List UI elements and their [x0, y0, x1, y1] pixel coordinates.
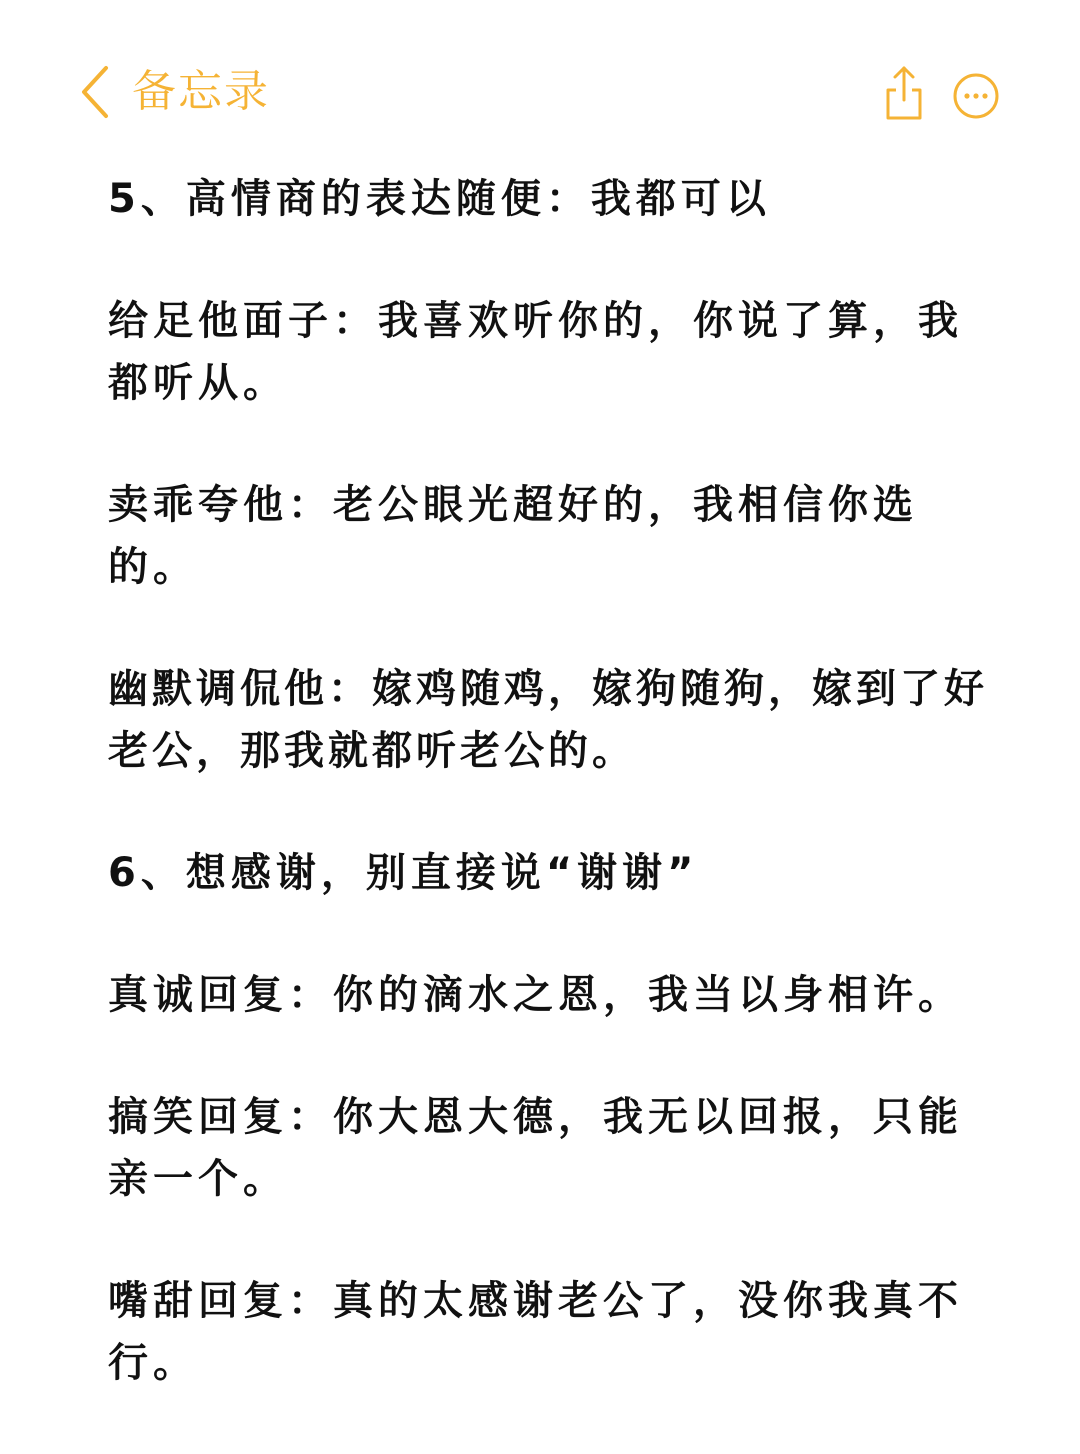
navigation-bar — [0, 0, 1080, 150]
back-button[interactable] — [78, 62, 270, 122]
more-icon[interactable] — [952, 72, 1000, 120]
note-paragraph: 真诚回复：你的滴水之恩，我当以身相许。 — [108, 972, 963, 1018]
note-heading-6: 6、想感谢，别直接说“谢谢” — [108, 850, 699, 896]
note-paragraph: 嘴甜回复：真的太感谢老公了，没你我真不行。 — [108, 1278, 963, 1386]
note-body[interactable] — [108, 168, 988, 1454]
note-paragraph: 给足他面子：我喜欢听你的，你说了算，我都听从。 — [108, 298, 963, 406]
back-label: 备忘录 — [132, 66, 270, 117]
note-paragraph: 幽默调侃他：嫁鸡随鸡，嫁狗随狗，嫁到了好老公，那我就都听老公的。 — [108, 666, 988, 774]
chevron-left-icon — [78, 64, 112, 120]
share-icon[interactable] — [884, 64, 924, 122]
note-paragraph: 搞笑回复：你大恩大德，我无以回报，只能亲一个。 — [108, 1094, 963, 1202]
note-paragraph: 卖乖夸他：老公眼光超好的，我相信你选的。 — [108, 482, 918, 590]
note-heading-5: 5、高情商的表达随便：我都可以 — [108, 176, 771, 222]
